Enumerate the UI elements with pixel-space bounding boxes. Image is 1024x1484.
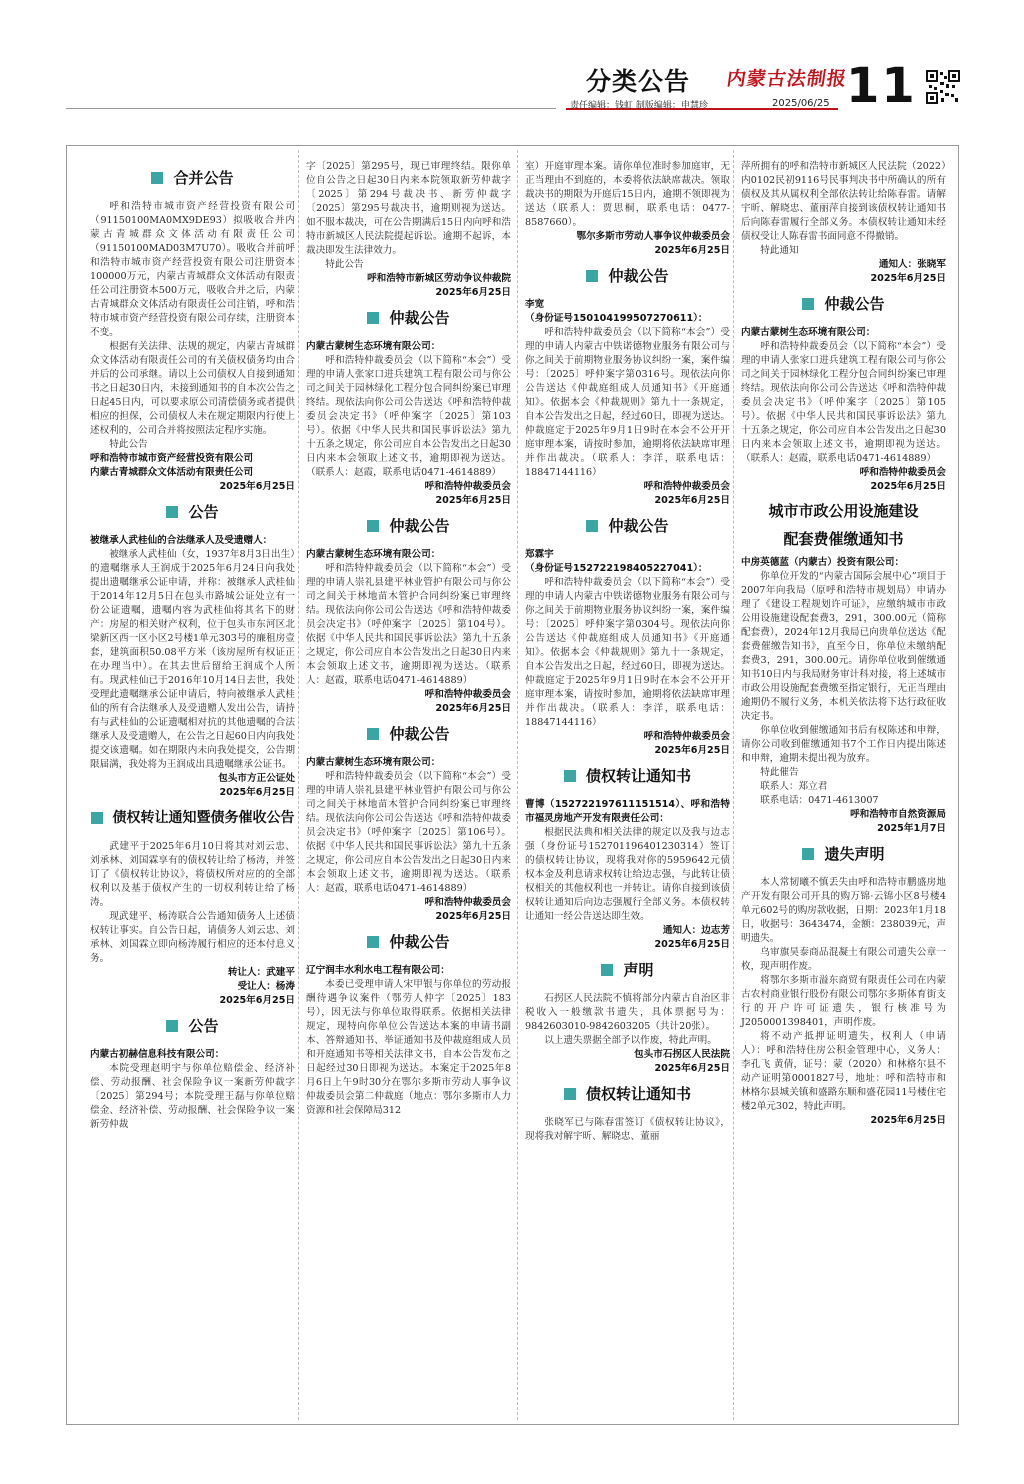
- notice-paragraph: 特此催告: [760, 767, 799, 778]
- notice-signature: 呼和浩特仲裁委员会: [424, 689, 511, 700]
- notice-paragraph: 被继承人武桂仙（女，1937年8月3日出生）的遗嘱继承人王润成于2025年6月24日向我处提出遗嘱继承公证申请，并称：被继承人武桂仙于2014年12月5日在包头市路城公证处立有一份公证遗嘱，遗嘱内容为武桂仙将其名下的财产：房屋的相关财产权利，位于包头市东河区北梁新区西一区小区2号楼1单元303号的廉租房壹套，建筑面积50.08平方米（该房屋所有权证正在办理当中）。在其去世后留给王润成个人所有。现武桂仙已于2016年10月14日去世，我处受理此遗嘱继承公证申请后，特向被继承人武桂仙的所有合法继承人及受遗赠人发出公告，请持有与武桂仙的公证遗嘱相对抗的其他遗嘱的合法继承人及受遗赠人，在公告之日起60日内向我处提交该遗嘱。如在期限内未向我处提交，公告期限届满，我处将为王润成出具遗嘱继承公证书。: [90, 549, 295, 770]
- square-bullet-icon: [564, 770, 576, 782]
- notice-signature: 呼和浩特仲裁委员会: [859, 467, 946, 478]
- column-divider: [733, 150, 734, 1420]
- notice-paragraph: 你单位收到催缴通知书后有权陈述和申辩，请你公司收到催缴通知书7个工作日内提出陈述和申辩，逾期未提出视为放弃。: [741, 725, 946, 764]
- notice-heading: [741, 292, 946, 316]
- section-title: 分类公告: [586, 67, 691, 96]
- notice-signature: 包头市方正公证处: [218, 773, 295, 784]
- square-bullet-icon: [166, 506, 178, 518]
- notice-heading-text: 公告: [188, 1017, 219, 1035]
- notice-signature: 2025年6月25日: [435, 287, 511, 298]
- notice-signature: 呼和浩特仲裁委员会: [643, 731, 730, 742]
- notice-signature: 2025年6月25日: [219, 995, 295, 1006]
- notice-signature: 通知人：边志芳: [662, 925, 730, 936]
- notice-heading-text: 债权转让通知书: [585, 767, 691, 785]
- notice-heading: [525, 514, 730, 538]
- notice-signature: 2025年6月25日: [654, 939, 730, 950]
- notice-paragraph: 呼和浩特仲裁委员会（以下简称“本会”）受理的申请人崇礼县建平林业管护有限公司与你公司之间关于林地苗木管护合同纠纷案已审理终结。现依法向你公司公告送达《呼和浩特仲裁委员会决定书》（呼仲案字〔2025〕第104号）。依据《中华人民共和国民事诉讼法》第九十五条之规定，你公司应自本公告发出之日起30日内来本会领取上述文书，逾期即视为送达。（联系人：赵霞，联系电话0471-4614889）: [306, 563, 511, 686]
- notice-paragraph: 本委已受理申请人宋甲银与你单位的劳动报酬待遇争议案件（鄂劳人仲字〔2025〕183号），因无法与你单位取得联系。依据相关法律规定，现特向你单位公告送达本案的申请书副本、答辩通知书、举证通知书及仲裁庭组成人员和开庭通知书等相关法律文书，自本公告发布之日起经过30日即视为送达。本案定于2025年8月6日上午9时30分在鄂尔多斯市劳动人事争议仲裁委员会第二仲裁庭（地点：鄂尔多斯市人力资源和社会保障局312: [306, 979, 511, 1116]
- notice-heading: [306, 306, 511, 330]
- notice-signature: 2025年6月25日: [435, 495, 511, 506]
- notice-paragraph: 特此公告: [109, 439, 148, 450]
- notice-heading-text: 债权转让通知暨债务催收公告: [112, 810, 295, 826]
- notice-title: 配套费催缴通知书: [783, 530, 904, 548]
- notice-signature: 包头市石拐区人民法院: [634, 1049, 730, 1060]
- notice-addressee: （身份证号150104199507270611）：: [525, 313, 708, 324]
- notice-addressee: 呼和浩特市城市资产经营投资有限公司: [90, 453, 254, 464]
- notice-signature: 通知人：张晓军: [878, 259, 946, 270]
- notice-signature: 2025年6月25日: [219, 787, 295, 798]
- notice-paragraph: 本院受理赵明宇与你单位赔偿金、经济补偿、劳动报酬、社会保险争议一案新劳仲裁字〔2025〕第294号；本院受理王磊与你单位赔偿金、经济补偿、劳动报酬、社会保险争议一案新劳仲裁: [90, 1063, 295, 1130]
- notice-signature: 2025年1月7日: [877, 823, 946, 834]
- notice-paragraph: 呼和浩特市城市资产经营投资有限公司（91150100MA0MX9DE93）拟吸收合并内蒙古青城群众文体活动有限责任公司（91150100MAD03M7U70）。吸收合并前呼和浩特市城市资产经营投资有限公司注册资本100000万元，内蒙古青城群众文体活动有限责任公司注册资本500万元，吸收合并之后，内蒙古青城群众文体活动有限责任公司注销，呼和浩特市城市资产经营投资有限公司存续，注册资本不变。: [90, 201, 295, 338]
- notice-heading-text: 仲裁公告: [608, 267, 669, 285]
- notice-addressee: 中房英德蓝（内蒙古）投资有限公司：: [741, 557, 905, 568]
- page-number: 11: [846, 58, 917, 114]
- notice-signature: 呼和浩特市自然资源局: [850, 809, 946, 820]
- issue-date: 2025/06/25: [772, 98, 830, 109]
- notice-paragraph: 你单位开发的“内蒙古国际会展中心”项目于2007年向我局（原呼和浩特市规划局）申请办理了《建设工程规划许可证》，应缴纳城市市政公用设施建设配套费3，291，300.00元（简称配套费），2024年12月我局已向贵单位送达《配套费催缴告知书》，直至今日，你单位未缴纳配套费3，291，300.00元。请你单位收到催缴通知书10日内与我局财务审计科对接，将上述城市市政公用设施配套费缴至指定银行，无正当理由逾期仍不履行义务，本机关依法将下达行政征收决定书。: [741, 571, 946, 722]
- notice-paragraph: 根据有关法律、法规的规定，内蒙古青城群众文体活动有限责任公司的有关债权债务均由合并后的公司承继。请以上公司债权人自接到通知书之日起30日内，未接到通知书的自本次公告之日起45日内，可以要求原公司清偿债务或者提供相应的担保，公司债权人未在规定期限内行使上述权利的，公司合并将按照法定程序实施。: [90, 341, 295, 436]
- notice-paragraph: 联系人：郑立君: [760, 781, 828, 792]
- notice-paragraph: 张晓军已与陈春雷签订《债权转让协议》，现将我对解宇昕、解晓忠、董丽: [525, 1117, 730, 1142]
- notice-heading-text: 公告: [188, 503, 219, 521]
- masthead-rule: [66, 108, 556, 109]
- notice-paragraph: 将鄂尔多斯市溢东商贸有限责任公司在内蒙古农村商业银行股份有限公司鄂尔多斯体育街支行的开户许可证遗失，银行核准号为J2050001398401，声明作废。: [741, 975, 946, 1028]
- column-divider: [298, 150, 299, 1420]
- notice-paragraph: 将不动产抵押证明遗失，权利人（申请人）：呼和浩特住房公积金管理中心，义务人：李孔飞 黄倩，证号：蒙（2020）和林格尔县不动产证明第0001827号，地址：呼和浩特市和林格尔县城关镇和盛路东顺和盛花园11号楼住宅楼2单元302，特此声明。: [741, 1031, 946, 1112]
- notice-addressee: 被继承人武桂仙的合法继承人及受遗赠人：: [90, 535, 273, 546]
- notice-paragraph: 本人常韧曦不慎丢失由呼和浩特市鹏盛房地产开发有限公司开具的购万锦·云锦小区8号楼4单元602号的购房款收据，日期：2023年1月18日，收据号：3643474，金额：238039元，声明遗失。: [741, 877, 946, 944]
- notice-paragraph: 呼和浩特仲裁委员会（以下简称“本会”）受理的申请人内蒙古中铁诺德物业服务有限公司与你之间关于前期物业服务协议纠纷一案，案件编号：〔2025〕呼仲案字第0316号。现依法向你公告送达《仲裁庭组成人员通知书》《开庭通知》。依据本会《仲裁规则》第九十一条规定，自本公告发出之日起，经过60日，即视为送达。仲裁庭定于2025年9月1日9时在本会不公开开庭审理本案，请按时参加，逾期将依法缺席审理并作出裁决。（联系人：李洋，联系电话：18847144116）: [525, 327, 730, 478]
- notice-paragraph: 呼和浩特仲裁委员会（以下简称“本会”）受理的申请人内蒙古中铁诺德物业服务有限公司与你之间关于前期物业服务协议纠纷一案，案件编号：〔2025〕呼仲案字第0304号。现依法向你公告送达《仲裁庭组成人员通知书》《开庭通知》。依据本会《仲裁规则》第九十一条规定，自本公告发出之日起，经过60日，即视为送达。仲裁庭定于2025年9月1日9时在本会不公开开庭审理本案，请按时参加，逾期将依法缺席审理并作出裁决。（联系人：李洋，联系电话：18847144116）: [525, 577, 730, 728]
- notice-paragraph: 特此通知: [760, 245, 799, 256]
- notice-heading-text: 仲裁公告: [389, 725, 450, 743]
- notice-heading: [306, 930, 511, 954]
- notice-paragraph: 呼和浩特仲裁委员会（以下简称“本会”）受理的申请人张家口进兵建筑工程有限公司与你公司之间关于园林绿化工程分包合同纠纷案已审理终结。现依法向你公司公告送达《呼和浩特仲裁委员会决定书》（呼仲案字〔2025〕第103号）。依据《中华人民共和国民事诉讼法》第九十五条之规定，你公司应自本公告发出之日起30日内来本会领取上述文书，逾期即视为送达。（联系人：赵霞，联系电话0471-4614889）: [306, 355, 511, 478]
- square-bullet-icon: [564, 1088, 576, 1100]
- square-bullet-icon: [367, 312, 379, 324]
- notice-signature: 2025年6月25日: [219, 481, 295, 492]
- notice-paragraph: 乌审旗昊泰商品混凝土有限公司遗失公章一枚，现声明作废。: [741, 947, 946, 972]
- notice-heading-text: 仲裁公告: [389, 933, 450, 951]
- square-bullet-icon: [91, 812, 103, 824]
- newspaper-logo: 内蒙古法制报: [725, 68, 849, 90]
- notice-title: 城市市政公用设施建设: [768, 502, 919, 520]
- notice-heading-text: 仲裁公告: [389, 517, 450, 535]
- notice-signature: 2025年6月25日: [435, 911, 511, 922]
- square-bullet-icon: [367, 728, 379, 740]
- square-bullet-icon: [367, 936, 379, 948]
- notice-paragraph: 以上遗失票据全部予以作废，特此声明。: [544, 1035, 717, 1046]
- qr-code-icon: [926, 70, 960, 104]
- notice-signature: 2025年6月25日: [654, 245, 730, 256]
- notice-signature: 2025年6月25日: [654, 745, 730, 756]
- notice-addressee: 内蒙古初赫信息科技有限公司：: [90, 1049, 225, 1060]
- notice-paragraph: 呼和浩特仲裁委员会（以下简称“本会”）受理的申请人崇礼县建平林业管护有限公司与你公司之间关于林地苗木管护合同纠纷案已审理终结。现依法向你公司公告送达《呼和浩特仲裁委员会决定书》（呼仲案字〔2025〕第106号）。依据《中华人民共和国民事诉讼法》第九十五条之规定，你公司应自本公告发出之日起30日内来本会领取上述文书，逾期即视为送达。（联系人：赵霞，联系电话0471-4614889）: [306, 771, 511, 894]
- column-divider: [517, 150, 518, 1420]
- notice-addressee: 辽宁润丰水利水电工程有限公司：: [306, 965, 450, 976]
- notice-paragraph-continued: 室）开庭审理本案。请你单位准时参加庭审，无正当理由不到庭的，本委将依法缺席裁决。领取裁决书的期限为开庭后15日内，逾期不领即视为送达（联系人：贾思桐，联系电话：0477-8587660）。: [525, 161, 730, 228]
- notice-signature: 呼和浩特仲裁委员会: [424, 897, 511, 908]
- notice-signature: 转让人：武建平: [227, 967, 295, 978]
- notice-signature: 呼和浩特市新城区劳动争议仲裁院: [367, 273, 511, 284]
- square-bullet-icon: [802, 848, 814, 860]
- notice-signature: 呼和浩特仲裁委员会: [643, 481, 730, 492]
- notice-signature: 2025年6月25日: [654, 1063, 730, 1074]
- notice-signature: 2025年6月25日: [870, 273, 946, 284]
- notice-addressee: 内蒙古蒙树生态环境有限公司：: [306, 341, 441, 352]
- notice-paragraph: 现武建平、杨涛联合公告通知债务人上述债权转让事实。自公告日起，请债务人刘云忠、刘承林、刘国霖立即向杨涛履行相应的还本付息义务。: [90, 911, 295, 964]
- notice-heading: [90, 1014, 295, 1038]
- column-4: [741, 160, 946, 1128]
- notice-addressee: 内蒙古蒙树生态环境有限公司：: [306, 549, 441, 560]
- notice-heading-text: 仲裁公告: [824, 295, 885, 313]
- square-bullet-icon: [166, 1020, 178, 1032]
- notice-signature: 2025年6月25日: [870, 1115, 946, 1126]
- notice-paragraph: 呼和浩特仲裁委员会（以下简称“本会”）受理的申请人张家口进兵建筑工程有限公司与你公司之间关于园林绿化工程分包合同纠纷案已审理终结。现依法向你公司公告送达《呼和浩特仲裁委员会决定书》（呼仲案字〔2025〕第105号）。依据《中华人民共和国民事诉讼法》第九十五条之规定，你公司应自本公告发出之日起30日内来本会领取上述文书，逾期即视为送达。（联系人：赵霞，联系电话0471-4614889）: [741, 341, 946, 464]
- square-bullet-icon: [367, 520, 379, 532]
- square-bullet-icon: [151, 172, 163, 184]
- notice-paragraph-continued: 字〔2025〕第295号，现已审理终结。限你单位自公告之日起30日内来本院领取新劳仲裁字〔2025〕第294号裁决书、新劳仲裁字〔2025〕第295号裁决书，逾期则视为送达。如不服本裁决，可在公告期满后15日内向呼和浩特市新城区人民法院提起诉讼。逾期不起诉，本裁决即发生法律效力。: [306, 161, 511, 256]
- notice-signature: 2025年6月25日: [870, 481, 946, 492]
- column-2: [306, 160, 511, 1118]
- column-3: [525, 160, 730, 1144]
- notice-heading: [90, 806, 295, 830]
- notice-addressee: （身份证号152722198405227041）：: [525, 563, 708, 574]
- square-bullet-icon: [802, 298, 814, 310]
- notice-signature: 受让人：杨涛: [237, 981, 295, 992]
- notice-heading: [525, 958, 730, 982]
- notice-signature: 2025年6月25日: [435, 703, 511, 714]
- notice-addressee: 内蒙古蒙树生态环境有限公司：: [306, 757, 441, 768]
- notice-paragraph: 根据民法典和相关法律的规定以及我与边志强（身份证号152701196401230314）签订的债权转让协议，现将我对你的5959642元债权本金及利息请求权转让给边志强，与此转让债权相关的其他权利也一并转让。请你自接到该债权转让通知后向边志强履行全部义务。本债权转让通知一经公告送达即生效。: [525, 827, 730, 922]
- notice-heading: [90, 500, 295, 524]
- column-1: [90, 160, 295, 1132]
- notice-heading-text: 合并公告: [173, 169, 234, 187]
- notice-heading: [525, 264, 730, 288]
- notice-heading: [306, 722, 511, 746]
- square-bullet-icon: [586, 270, 598, 282]
- square-bullet-icon: [601, 964, 613, 976]
- notice-heading: [525, 764, 730, 788]
- notice-signature: 2025年6月25日: [654, 495, 730, 506]
- notice-heading-text: 声明: [623, 961, 654, 979]
- notice-paragraph: 武建平于2025年6月10日将其对刘云忠、刘承林、刘国霖享有的债权转让给了杨涛，并签订了《债权转让协议》，将债权所对应的的全部权利以及基于债权产生的一切权利转让给了杨涛。: [90, 841, 295, 908]
- notice-paragraph-continued: 萍所拥有的呼和浩特市新城区人民法院（2022）内0102民初9116号民事判决书中所确认的所有债权及其从属权利全部依法转让给陈春雷。请解宇昕、解晓忠、董丽萍自接到该债权转让通知书后向陈春雷履行全部义务。本债权转让通知未经债权受让人陈春雷书面同意不得撤销。: [741, 161, 946, 242]
- notice-paragraph: 联系电话：0471-4613007: [760, 795, 879, 806]
- editor-credits: 责任编辑：钱虹 制版编辑：申慧珍: [570, 101, 708, 111]
- notice-addressee: 郑霖宇: [525, 549, 554, 560]
- notice-heading-text: 遗失声明: [824, 845, 885, 863]
- notice-addressee: 内蒙古蒙树生态环境有限公司：: [741, 327, 876, 338]
- notice-addressee: 曹博（152722197611151514）、呼和浩特市福灵房地产开发有限责任公司：: [525, 799, 730, 824]
- square-bullet-icon: [586, 520, 598, 532]
- notice-addressee: 李宽: [525, 299, 545, 310]
- notice-paragraph: 特此公告: [325, 259, 364, 270]
- notice-heading: [525, 1082, 730, 1106]
- notice-heading-text: 仲裁公告: [389, 309, 450, 327]
- notice-heading: [90, 166, 295, 190]
- notice-heading-text: 仲裁公告: [608, 517, 669, 535]
- notice-signature: 呼和浩特仲裁委员会: [424, 481, 511, 492]
- notice-paragraph: 石拐区人民法院不慎将部分内蒙古自治区非税收入一般缴款书遗失，具体票据号为：9842603010-9842603205（共计20张）。: [525, 993, 730, 1032]
- notice-heading: [741, 842, 946, 866]
- notice-heading-text: 债权转让通知书: [585, 1085, 691, 1103]
- notice-addressee: 内蒙古青城群众文体活动有限责任公司: [90, 467, 254, 478]
- notice-signature: 鄂尔多斯市劳动人事争议仲裁委员会: [576, 231, 730, 242]
- notice-heading: [306, 514, 511, 538]
